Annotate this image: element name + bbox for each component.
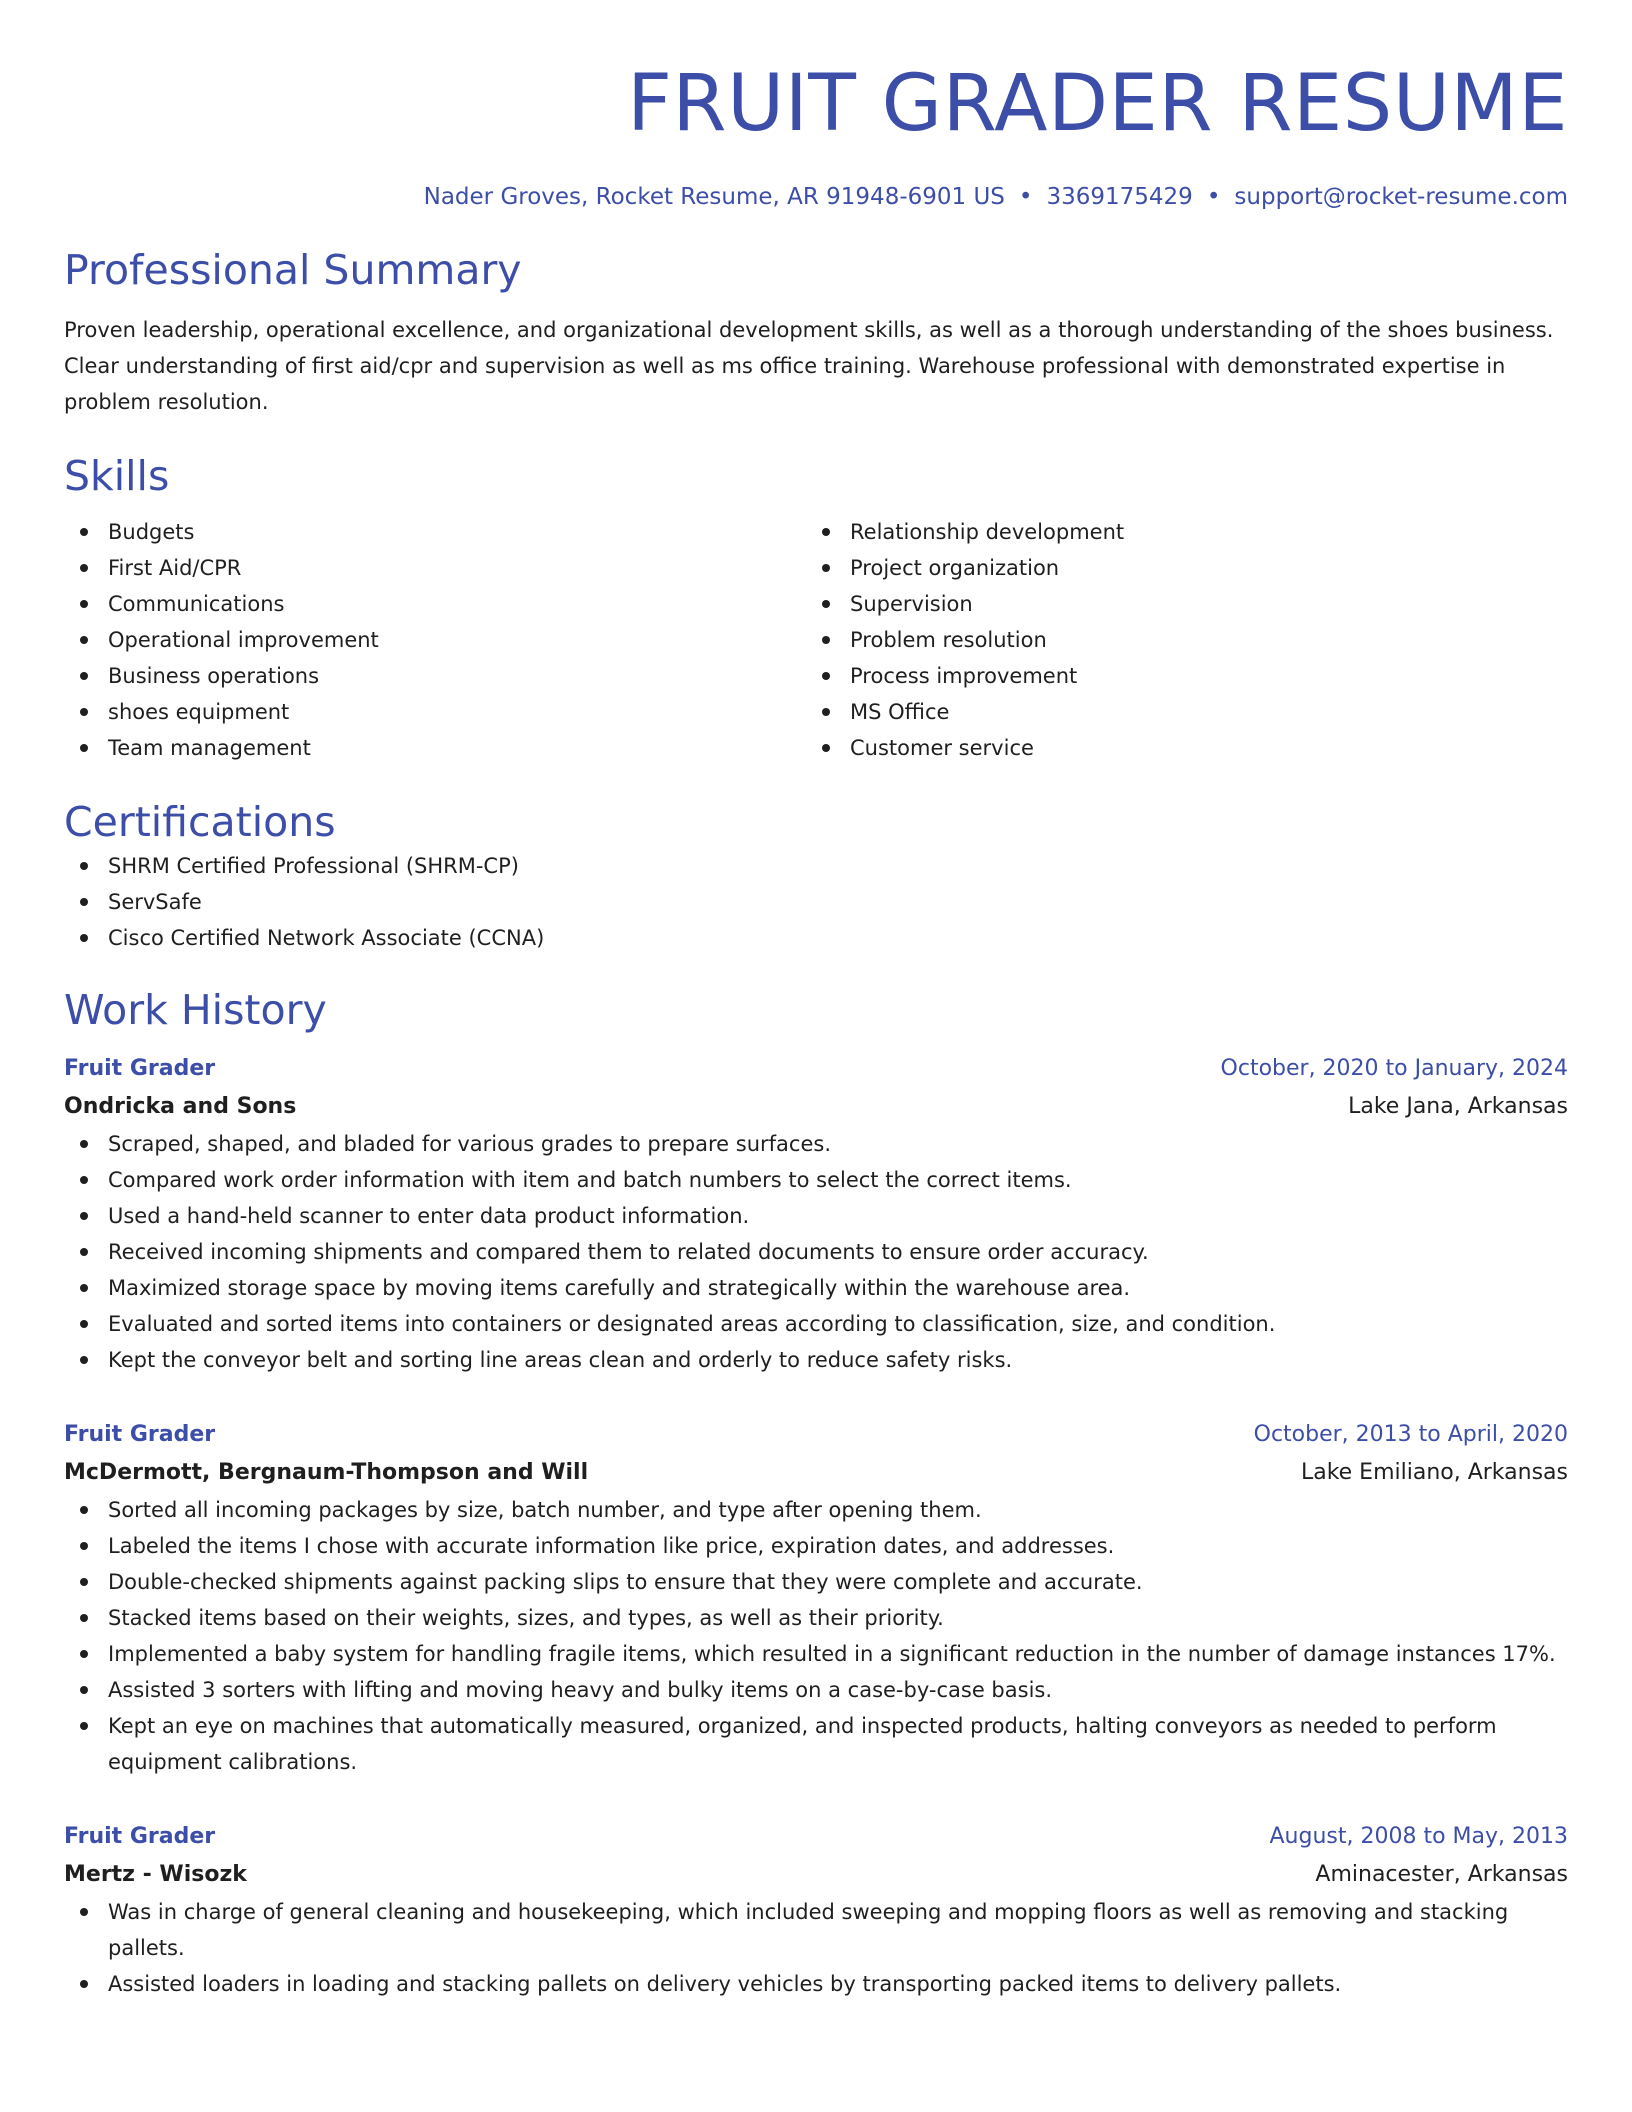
- job-bullet: Double-checked shipments against packing slips to ensure that they were complete and accurate.: [64, 1564, 1568, 1600]
- job-title-row: [64, 1818, 1568, 1856]
- skill-item: Operational improvement: [64, 622, 806, 658]
- job-company: Ondricka and Sons: [64, 1094, 297, 1119]
- job-location: Lake Emiliano, Arkansas: [1300, 1460, 1568, 1485]
- skill-item: Relationship development: [806, 514, 1548, 550]
- job-bullet: Kept the conveyor belt and sorting line areas clean and orderly to reduce safety risks.: [64, 1342, 1568, 1378]
- job-bullet: Scraped, shaped, and bladed for various grades to prepare surfaces.: [64, 1126, 1568, 1162]
- contact-address: Nader Groves, Rocket Resume, AR 91948-6901 US: [423, 184, 1005, 210]
- contact-email: support@rocket-resume.com: [1234, 184, 1568, 210]
- job-bullet: Compared work order information with item and batch numbers to select the correct items.: [64, 1162, 1568, 1198]
- job-bullet-list: [64, 1126, 1568, 1378]
- summary-heading: Professional Summary: [64, 246, 522, 294]
- skill-item: Team management: [64, 730, 806, 766]
- skill-item: Problem resolution: [806, 622, 1548, 658]
- job-bullet: Implemented a baby system for handling fragile items, which resulted in a significant reduction in the number of damage instances 17%.: [64, 1636, 1568, 1672]
- work-history-section: [64, 984, 1568, 2002]
- skill-item: Customer service: [806, 730, 1548, 766]
- certifications-section: [64, 796, 1568, 956]
- skills-list-right: [806, 514, 1548, 766]
- job-title-row: [64, 1416, 1568, 1454]
- contact-separator: •: [1018, 184, 1033, 210]
- skills-heading: Skills: [64, 452, 170, 500]
- job-company: Mertz - Wisozk: [64, 1862, 247, 1887]
- job-title: Fruit Grader: [64, 1824, 216, 1849]
- job-bullet: Evaluated and sorted items into containers or designated areas according to classification, size, and condition.: [64, 1306, 1568, 1342]
- certifications-list: [64, 848, 1568, 956]
- job-bullet: Received incoming shipments and compared them to related documents to ensure order accuracy.: [64, 1234, 1568, 1270]
- job-title: Fruit Grader: [64, 1422, 216, 1447]
- skill-item: Business operations: [64, 658, 806, 694]
- certification-item: Cisco Certified Network Associate (CCNA): [64, 920, 1568, 956]
- job-bullet: Used a hand-held scanner to enter data product information.: [64, 1198, 1568, 1234]
- job-dates: October, 2020 to January, 2024: [1220, 1056, 1568, 1081]
- job-bullet: Stacked items based on their weights, sizes, and types, as well as their priority.: [64, 1600, 1568, 1636]
- job-bullet: Assisted 3 sorters with lifting and moving heavy and bulky items on a case-by-case basis.: [64, 1672, 1568, 1708]
- resume-title: FRUIT GRADER RESUME: [627, 59, 1568, 149]
- job-bullet: Was in charge of general cleaning and housekeeping, which included sweeping and mopping floors as well as removing and stacking pallets.: [64, 1894, 1568, 1966]
- job-location: Aminacester, Arkansas: [1315, 1862, 1568, 1887]
- skill-item: MS Office: [806, 694, 1548, 730]
- job-entry: [64, 1050, 1568, 1378]
- job-entry: [64, 1416, 1568, 1780]
- job-bullet: Kept an eye on machines that automatically measured, organized, and inspected products, halting conveyors as needed to perform equipment calibrations.: [64, 1708, 1568, 1780]
- skill-item: Budgets: [64, 514, 806, 550]
- skills-list-left: [64, 514, 806, 766]
- skill-item: shoes equipment: [64, 694, 806, 730]
- job-bullet: Labeled the items I chose with accurate information like price, expiration dates, and addresses.: [64, 1528, 1568, 1564]
- skills-section: [64, 450, 1568, 766]
- job-bullet-list: [64, 1894, 1568, 2002]
- skill-item: Supervision: [806, 586, 1548, 622]
- job-company-row: [64, 1454, 1568, 1492]
- job-dates: August, 2008 to May, 2013: [1269, 1824, 1568, 1849]
- job-entry: [64, 1818, 1568, 2002]
- job-company: McDermott, Bergnaum-Thompson and Will: [64, 1460, 589, 1485]
- contact-line: [64, 182, 1568, 212]
- job-bullet-list: [64, 1492, 1568, 1780]
- job-title: Fruit Grader: [64, 1056, 216, 1081]
- work-history-heading: Work History: [64, 986, 327, 1034]
- summary-text: Proven leadership, operational excellence, and organizational development skills, as well as a thorough understanding of the shoes business. Clear understanding of first aid/cpr and supervision as well as ms office training. Warehouse professional with demonstrated expertise in problem resolution.: [64, 318, 1554, 414]
- certification-item: SHRM Certified Professional (SHRM-CP): [64, 848, 1568, 884]
- certifications-heading: Certifications: [64, 798, 336, 846]
- job-bullet: Sorted all incoming packages by size, batch number, and type after opening them.: [64, 1492, 1568, 1528]
- contact-phone: 3369175429: [1046, 184, 1193, 210]
- job-title-row: [64, 1050, 1568, 1088]
- skill-item: Project organization: [806, 550, 1548, 586]
- resume-page: [64, 0, 1568, 2112]
- certification-item: ServSafe: [64, 884, 1568, 920]
- job-bullet: Maximized storage space by moving items carefully and strategically within the warehouse area.: [64, 1270, 1568, 1306]
- job-dates: October, 2013 to April, 2020: [1253, 1422, 1568, 1447]
- skill-item: Communications: [64, 586, 806, 622]
- skill-item: Process improvement: [806, 658, 1548, 694]
- skills-grid: [64, 514, 1568, 766]
- job-bullet: Assisted loaders in loading and stacking pallets on delivery vehicles by transporting packed items to delivery pallets.: [64, 1966, 1568, 2002]
- summary-section: [64, 244, 1568, 420]
- job-company-row: [64, 1088, 1568, 1126]
- job-location: Lake Jana, Arkansas: [1348, 1094, 1568, 1119]
- job-company-row: [64, 1856, 1568, 1894]
- skill-item: First Aid/CPR: [64, 550, 806, 586]
- contact-separator: •: [1206, 184, 1221, 210]
